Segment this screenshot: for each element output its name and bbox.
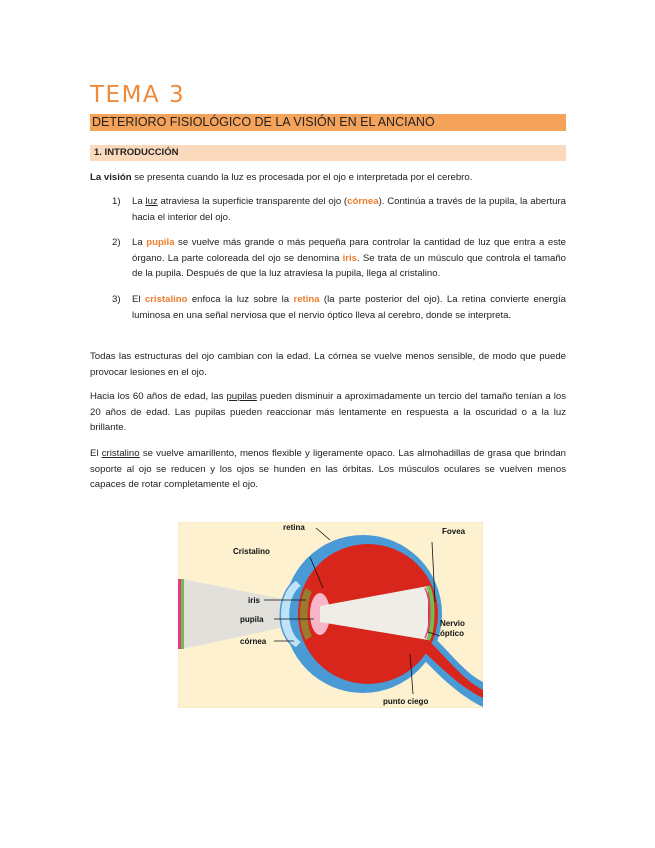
label-optico: óptico — [440, 629, 464, 638]
keyword-cristalino: cristalino — [144, 294, 188, 305]
list-text: La pupila se vuelve más grande o más pequeña para controlar la cantidad de luz que entra a este órgano. La parte coloreada del ojo se denomina iris. Se trata de un músculo que controla el tamaño de la pupila. Después de que la luz atraviesa la pupila, llega al cristalino. — [132, 237, 566, 279]
label-nervio: Nervio — [440, 619, 465, 628]
keyword-retina: retina — [293, 294, 320, 305]
intro-bold: La visión — [90, 172, 132, 183]
list-number: 2) — [112, 237, 121, 248]
paragraph-lens: El cristalino se vuelve amarillento, menos flexible y ligeramente opaco. Las almohadillas de grasa que brindan soporte al ojo se reducen y los ojos se hunden en las órbitas. Los músculos oculares se vuelven menos capaces de rotar completamente el ojo. — [90, 448, 566, 490]
list-number: 1) — [112, 196, 121, 207]
list-number: 3) — [112, 294, 121, 305]
label-punto-ciego: punto ciego — [383, 697, 429, 706]
keyword-pupilas: pupilas — [226, 391, 257, 402]
list-text: El cristalino enfoca la luz sobre la retina (la parte posterior del ojo). La retina convierte energía luminosa en una señal nerviosa que el nervio óptico lleva al cerebro, donde se interpreta. — [132, 294, 566, 321]
paragraph-pupils: Hacia los 60 años de edad, las pupilas pueden disminuir a aproximadamente un tercio del tamaño tenían a los 20 años de edad. Las pupilas pueden reaccionar más lentamente en respuesta a la oscuridad o a la luz brillante. — [90, 391, 566, 433]
eye-anatomy-figure — [178, 522, 483, 708]
keyword-pupila: pupila — [146, 237, 175, 248]
keyword-cornea: córnea — [347, 196, 379, 207]
chapter-heading: TEMA 3 — [90, 82, 186, 108]
object-bar-edge — [178, 579, 181, 649]
label-cristalino: Cristalino — [233, 547, 270, 556]
section-heading: 1. INTRODUCCIÓN — [90, 145, 566, 161]
label-retina: retina — [283, 523, 305, 532]
label-pupila: pupila — [240, 615, 264, 624]
paragraph-structures: Todas las estructuras del ojo cambian con la edad. La córnea se vuelve menos sensible, de modo que puede provocar lesiones en el ojo. — [90, 351, 566, 378]
label-iris: iris — [248, 596, 261, 605]
label-cornea: córnea — [240, 637, 267, 646]
keyword-cristalino-underline: cristalino — [101, 448, 140, 459]
document-title: DETERIORO FISIOLÓGICO DE LA VISIÓN EN EL ANCIANO — [90, 114, 566, 131]
keyword-luz: luz — [145, 196, 158, 207]
keyword-iris: iris — [342, 252, 358, 264]
intro-text: se presenta cuando la luz es procesada por el ojo e interpretada por el cerebro. — [131, 172, 473, 183]
list-text: La luz atraviesa la superficie transparente del ojo (córnea). Continúa a través de la pupila, la abertura hacia el interior del ojo. — [132, 196, 566, 223]
label-fovea: Fovea — [442, 527, 466, 536]
intro-paragraph — [90, 170, 566, 186]
